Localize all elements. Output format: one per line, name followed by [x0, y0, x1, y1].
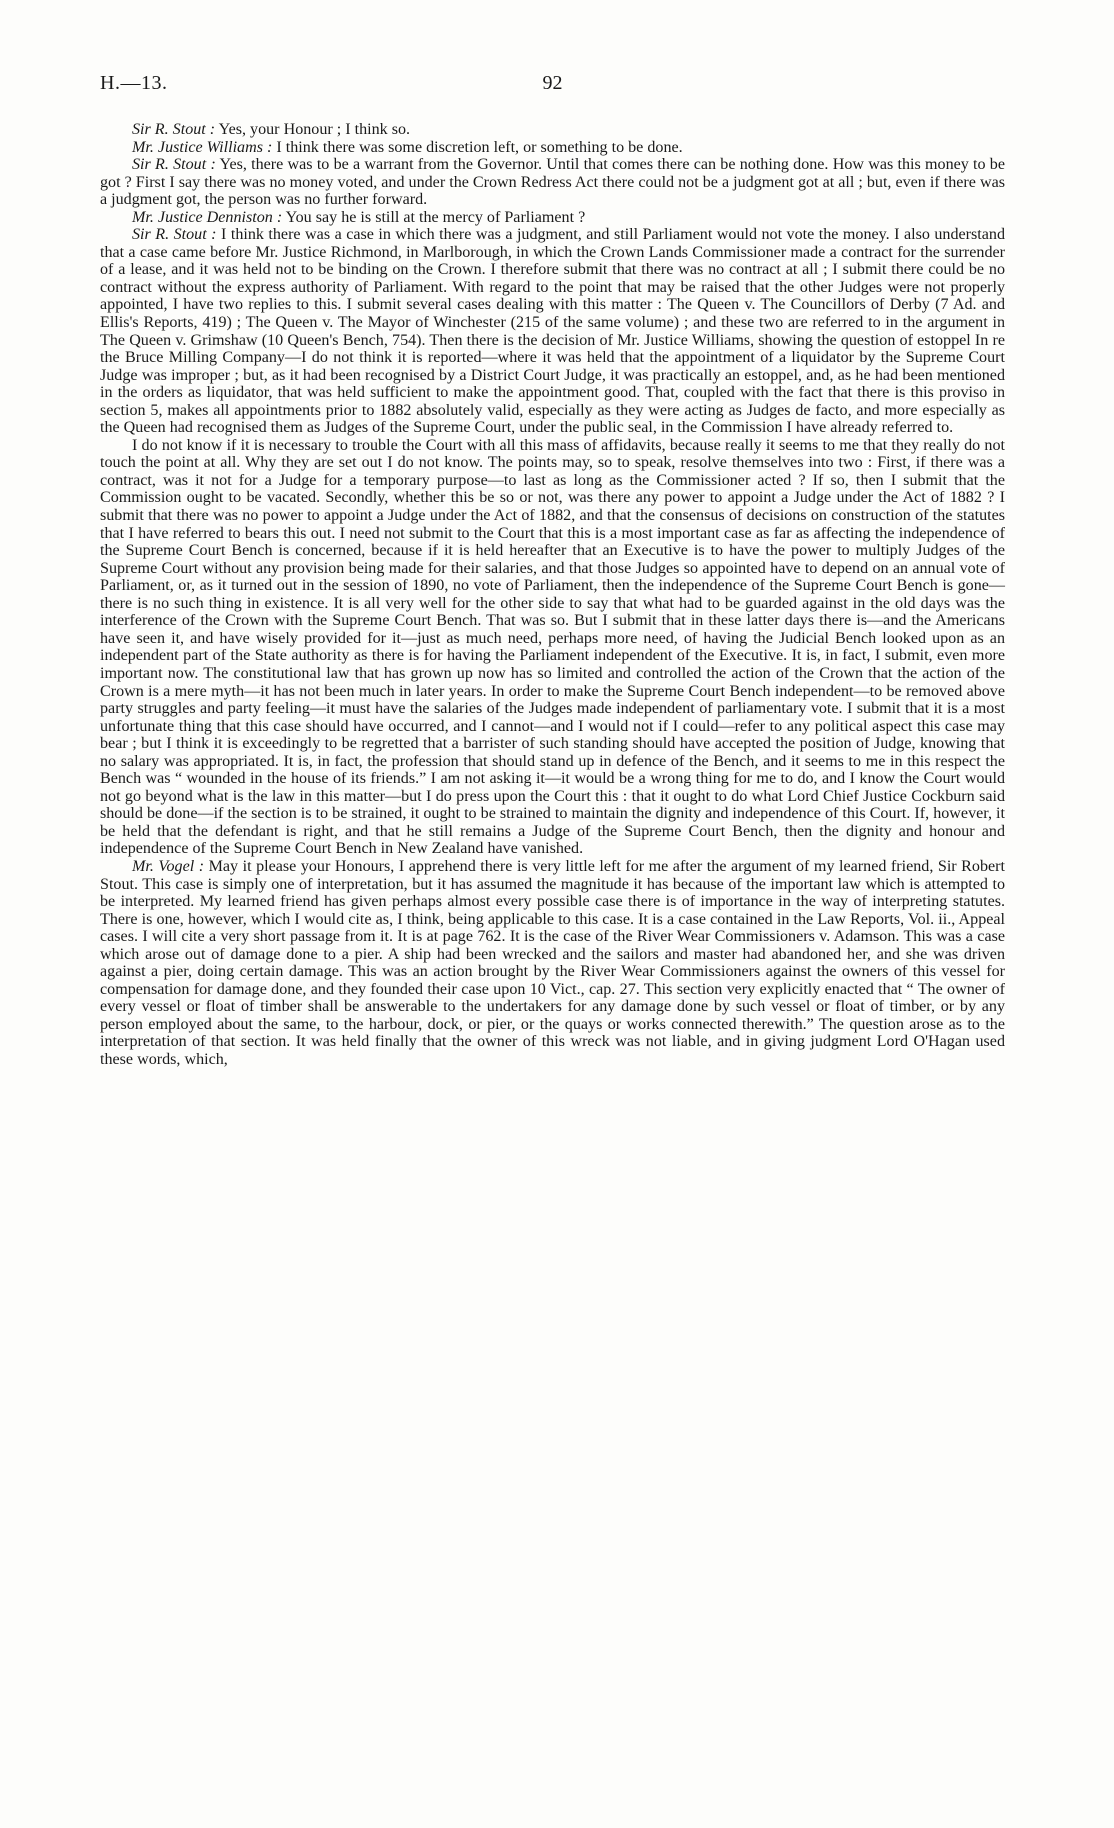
paragraph-text: You say he is still at the mercy of Parliament ?	[282, 208, 586, 226]
paragraph	[100, 209, 1005, 227]
paragraph	[100, 437, 1005, 858]
speaker-name: Sir R. Stout :	[132, 226, 217, 244]
paragraph	[100, 858, 1005, 1069]
body-text	[100, 121, 1005, 1069]
paragraph	[100, 121, 1005, 139]
paragraph-text: Yes, there was to be a warrant from the Governor. Until that comes there can be nothing done. How was this money to be got ? First I say there was no money voted, and under the Crown Redress Act there could not be a judgment got at all ; but, even if there was a judgment got, the person was no further forward.	[100, 156, 1005, 209]
paragraph	[100, 139, 1005, 157]
speaker-name: Sir R. Stout :	[132, 121, 216, 138]
paragraph	[100, 226, 1005, 437]
paragraph-text: May it please your Honours, I apprehend there is very little left for me after the argument of my learned friend, Sir Robert Stout. This case is simply one of interpretation, but it has assumed the magnitude it has because of the important law which is attempted to be interpreted. My learned friend has given perhaps almost every possible case there is of importance in the way of interpreting statutes. There is one, however, which I would cite as, I think, being applicable to this case. It is a case contained in the Law Reports, Vol. ii., Appeal cases. I will cite a very short passage from it. It is at page 762. It is the case of the River Wear Commissioners v. Adamson. This was a case which arose out of damage done to a pier. A ship had been wrecked and the sailors and master had abandoned her, and she was driven against a pier, doing certain damage. This was an action brought by the River Wear Commissioners against the owners of this vessel for compensation for damage done, and they founded their case upon 10 Vict., cap. 27. This section very explicitly enacted that “ The owner of every vessel or float of timber shall be answerable to the undertakers for any damage done by such vessel or float of timber, or by any person employed about the same, to the harbour, dock, or pier, or the quays or works connected therewith.” The question arose as to the interpretation of that section. It was held finally that the owner of this wreck was not liable, and in giving judgment Lord O'Hagan used these words, which,	[100, 857, 1005, 1068]
speaker-name: Sir R. Stout :	[132, 156, 216, 174]
paragraph	[100, 156, 1005, 209]
paragraph-text: Yes, your Honour ; I think so.	[215, 121, 411, 138]
paragraph-text: I think there was a case in which there was a judgment, and still Parliament would not vote the money. I also understand that a case came before Mr. Justice Richmond, in Marlborough, in which the Crown Lands Commissioner made a contract for the surrender of a lease, and it was held not to be binding on the Crown. I therefore submit that there was no contract at all ; I submit there could be no contract without the express authority of Parliament. With regard to the point that may be raised that the other Judges were not properly appointed, I have two replies to this. I submit several cases dealing with this matter : The Queen v. The Councillors of Derby (7 Ad. and Ellis's Reports, 419) ; The Queen v. The Mayor of Winchester (215 of the same volume) ; and these two are referred to in the argument in The Queen v. Grimshaw (10 Queen's Bench, 754). Then there is the decision of Mr. Justice Williams, showing the question of estoppel In re the Bruce Milling Company—I do not think it is reported—where it was held that the appointment of a liquidator by the Supreme Court Judge was improper ; but, as it had been recognised by a District Court Judge, it was practically an estoppel, and, as he had been mentioned in the orders as liquidator, that was held sufficient to make the appointment good. That, coupled with the fact that there is this proviso in section 5, makes all appointments prior to 1882 absolutely valid, especially as they were acting as Judges de facto, and more especially as the Queen had recognised them as Judges of the Supreme Court, under the public seal, in the Commission I have already referred to.	[100, 226, 1005, 437]
page-header	[100, 72, 1005, 102]
document-reference: H.—13.	[100, 72, 168, 94]
paragraph-text: I do not know if it is necessary to trouble the Court with all this mass of affidavits, because really it seems to me that they really do not touch the point at all. Why they are set out I do not know. The points may, so to speak, resolve themselves into two : First, if there was a contract, was it not for a Judge for a temporary purpose—to last as long as the Commissioner acted ? If so, then I submit that the Commission ought to be vacated. Secondly, whether this be so or not, was there any power to appoint a Judge under the Act of 1882 ? I submit that there was no power to appoint a Judge under the Act of 1882, and that the consensus of decisions on construction of the statutes that I have referred to bears this out. I need not submit to the Court that this is a most important case as far as affecting the independence of the Supreme Court Bench is concerned, because if it is held hereafter that an Executive is to have the power to multiply Judges of the Supreme Court without any provision being made for their salaries, and that those Judges so appointed have to depend on an annual vote of Parliament, or, as it turned out in the session of 1890, no vote of Parliament, then the independence of the Supreme Court Bench is gone—there is no such thing in existence. It is all very well for the other side to say that what had to be guarded against in the old days was the interference of the Crown with the Supreme Court Bench. That was so. But I submit that in these latter days there is—and the Americans have seen it, and have wisely provided for it—just as much need, perhaps more need, of having the Judicial Bench looked upon as an independent part of the State authority as there is for having the Parliament independent of the Executive. It is, in fact, I submit, even more important now. The constitutional law that has grown up now has so limited and controlled the action of the Crown that the action of the Crown is a mere myth—it has not been much in later years. In order to make the Supreme Court Bench independent—to be removed above party struggles and party feeling—it must have the salaries of the Judges made independent of parliamentary vote. I submit that it is a most unfortunate thing that this case should have occurred, and I cannot—and I would not if I could—refer to any political aspect this case may bear ; but I think it is exceedingly to be regretted that a barrister of such standing should have accepted the position of Judge, knowing that no salary was appropriated. It is, in fact, the profession that should stand up in defence of the Bench, and it seems to me in this respect the Bench was “ wounded in the house of its friends.” I am not asking it—it would be a wrong thing for me to do, and I know the Court would not go beyond what is the law in this matter—but I do press upon the Court this : that it ought to do what Lord Chief Justice Cockburn said should be done—if the section is to be strained, it ought to be strained to maintain the dignity and independence of this Court. If, however, it be held that the defendant is right, and that he still remains a Judge of the Supreme Court Bench, then the dignity and honour and independence of the Supreme Court Bench in New Zealand have vanished.	[100, 436, 1005, 858]
speaker-name: Mr. Justice Denniston :	[132, 208, 283, 226]
page-number: 92	[542, 72, 563, 94]
speaker-name: Mr. Justice Williams :	[132, 138, 273, 156]
speaker-name: Mr. Vogel :	[132, 857, 205, 875]
paragraph-text: I think there was some discretion left, or something to be done.	[272, 138, 683, 156]
